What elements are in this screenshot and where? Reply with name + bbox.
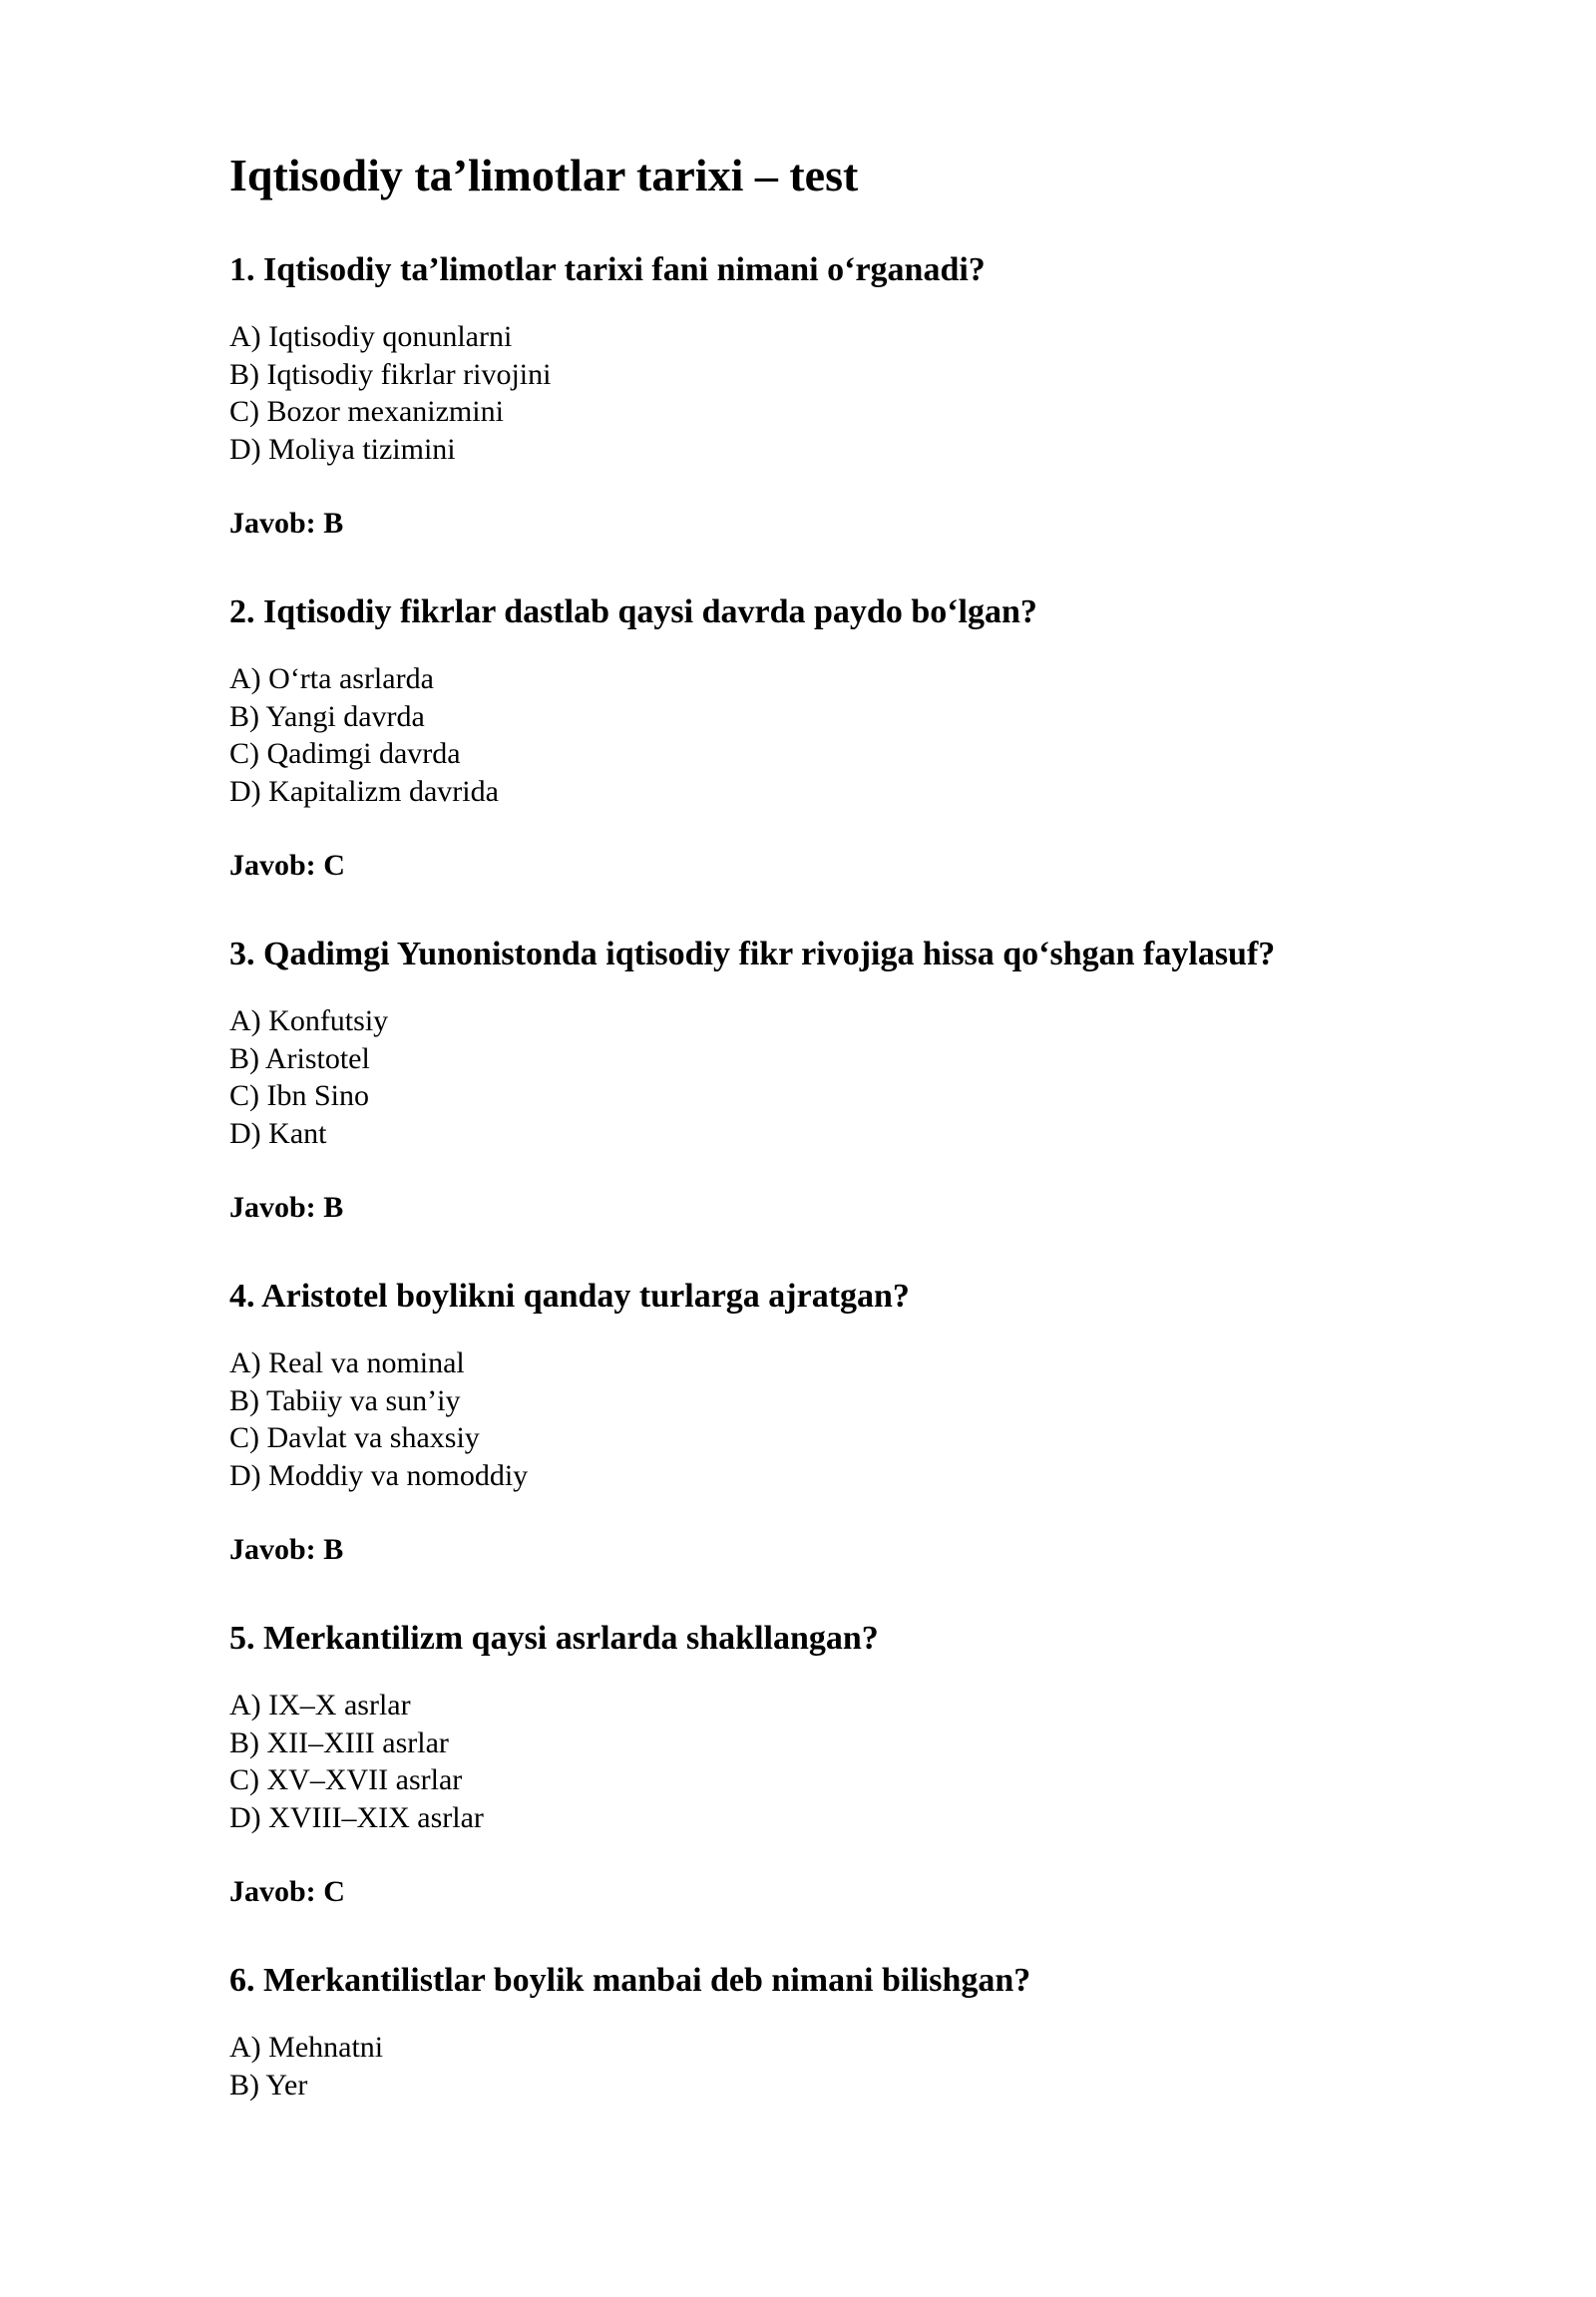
answer-line [229, 1189, 1377, 1226]
question-item [229, 929, 1377, 1271]
option-list [229, 1687, 1377, 1836]
answer-key: B [323, 507, 344, 540]
answer-label: Javob: [229, 849, 324, 882]
option-a: A) Konfutsiy [229, 1004, 389, 1037]
option-c: C) Davlat va shaxsiy [229, 1421, 480, 1454]
option-b: B) Yangi davrda [229, 699, 425, 733]
answer-key: B [323, 1191, 344, 1224]
option-list [229, 1002, 1377, 1152]
option-a: A) IX–X asrlar [229, 1689, 411, 1722]
question-item [229, 244, 1377, 586]
question-text: 1. Iqtisodiy ta’limotlar tarixi fani nimani o‘rganadi? [229, 251, 986, 288]
question-text: 2. Iqtisodiy fikrlar dastlab qaysi davrda paydo bo‘lgan? [229, 593, 1037, 630]
question-list [229, 244, 1377, 2297]
option-d: D) Kant [229, 1116, 327, 1150]
question-item [229, 1955, 1377, 2297]
option-c: C) Bozor mexanizmini [229, 395, 504, 428]
option-a: A) O‘rta asrlarda [229, 662, 434, 695]
option-b: B) Aristotel [229, 1041, 370, 1075]
question-text: 5. Merkantilizm qaysi asrlarda shakllangan? [229, 1620, 879, 1657]
option-d: D) Moliya tizimini [229, 432, 456, 466]
answer-label: Javob: [229, 1191, 324, 1224]
option-list [229, 660, 1377, 810]
question-text: 6. Merkantilistlar boylik manbai deb nimani bilishgan? [229, 1962, 1031, 1999]
option-b: B) Iqtisodiy fikrlar rivojini [229, 357, 552, 391]
answer-line [229, 1531, 1377, 1568]
answer-line [229, 505, 1377, 542]
document-title: Iqtisodiy ta’limotlar tarixi – test [229, 150, 859, 200]
option-list [229, 1344, 1377, 1494]
option-d: D) Kapitalizm davrida [229, 774, 499, 808]
answer-label: Javob: [229, 1533, 324, 1566]
option-b: B) Yer [229, 2068, 308, 2102]
option-c: C) XV–XVII asrlar [229, 1763, 463, 1796]
option-a: A) Iqtisodiy qonunlarni [229, 320, 513, 353]
answer-label: Javob: [229, 1875, 324, 1908]
option-c: C) Ibn Sino [229, 1079, 370, 1112]
option-a: A) Real va nominal [229, 1346, 465, 1379]
option-d: D) Moddiy va nomoddiy [229, 1458, 529, 1492]
answer-line [229, 1873, 1377, 1910]
answer-line [229, 847, 1377, 884]
question-text: 3. Qadimgi Yunonistonda iqtisodiy fikr rivojiga hissa qo‘shgan faylasuf? [229, 936, 1276, 972]
option-b: B) XII–XIII asrlar [229, 1725, 449, 1759]
question-item [229, 1613, 1377, 1955]
answer-key: C [323, 1875, 345, 1908]
option-list [229, 2029, 1377, 2104]
question-item [229, 586, 1377, 929]
answer-key: B [323, 1533, 344, 1566]
option-a: A) Mehnatni [229, 2031, 384, 2064]
answer-key: C [323, 849, 345, 882]
question-item [229, 1271, 1377, 1613]
option-list [229, 318, 1377, 468]
option-b: B) Tabiiy va sun’iy [229, 1383, 461, 1417]
option-d: D) XVIII–XIX asrlar [229, 1800, 484, 1834]
question-text: 4. Aristotel boylikni qanday turlarga ajratgan? [229, 1278, 910, 1315]
option-c: C) Qadimgi davrda [229, 737, 461, 770]
answer-label: Javob: [229, 507, 324, 540]
